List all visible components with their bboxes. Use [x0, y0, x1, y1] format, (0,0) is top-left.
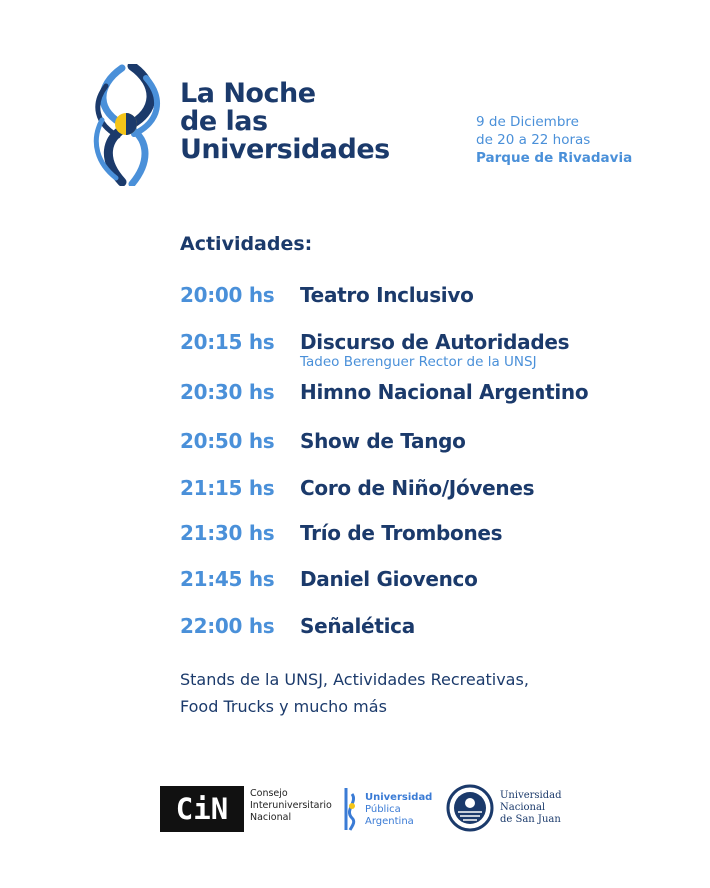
- schedule-activity: Trío de Trombones: [300, 521, 503, 545]
- unsj-name: [500, 790, 562, 826]
- unsj-line-2: Nacional: [500, 802, 546, 813]
- schedule-heading: Actividades:: [180, 233, 313, 255]
- event-date: 9 de Diciembre: [476, 114, 579, 130]
- title-line-2: de las: [180, 106, 268, 137]
- title-line-3: Universidades: [180, 134, 390, 165]
- noche-universidades-logo-icon: [88, 64, 166, 186]
- upa-logo-icon: [338, 786, 360, 832]
- cin-line-2: Interuniversitario: [250, 800, 332, 811]
- schedule-time: 21:45 hs: [180, 567, 275, 591]
- schedule-activity: Daniel Giovenco: [300, 567, 478, 591]
- unsj-line-1: Universidad: [500, 790, 562, 801]
- event-location: Parque de Rivadavia: [476, 150, 633, 166]
- unsj-seal-icon: [446, 784, 494, 832]
- cin-line-1: Consejo: [250, 788, 288, 799]
- cin-name: [250, 788, 332, 824]
- schedule-time: 22:00 hs: [180, 614, 275, 638]
- schedule-time: 20:50 hs: [180, 429, 275, 453]
- extra-line-2: Food Trucks y mucho más: [180, 697, 387, 716]
- schedule-activity: Coro de Niño/Jóvenes: [300, 476, 535, 500]
- schedule-time: 21:15 hs: [180, 476, 275, 500]
- footer-logos: [0, 780, 710, 840]
- schedule-detail: Tadeo Berenguer Rector de la UNSJ: [300, 354, 537, 370]
- event-title: [180, 80, 390, 164]
- schedule-time: 20:00 hs: [180, 283, 275, 307]
- schedule-time: 21:30 hs: [180, 521, 275, 545]
- cin-logo: CiN: [160, 786, 244, 832]
- event-hours: de 20 a 22 horas: [476, 132, 591, 148]
- cin-line-3: Nacional: [250, 812, 292, 823]
- upa-name: [365, 792, 432, 828]
- schedule-activity: Teatro Inclusivo: [300, 283, 474, 307]
- upa-line-1: Universidad: [365, 792, 433, 803]
- schedule-time: 20:30 hs: [180, 380, 275, 404]
- extra-activities: [180, 666, 529, 720]
- schedule-activity: Discurso de Autoridades: [300, 330, 570, 354]
- unsj-line-3: de San Juan: [500, 814, 561, 825]
- extra-line-1: Stands de la UNSJ, Actividades Recreativas,: [180, 670, 529, 689]
- schedule-activity: Himno Nacional Argentino: [300, 380, 589, 404]
- schedule-activity: Señalética: [300, 614, 415, 638]
- schedule-time: 20:15 hs: [180, 330, 275, 354]
- upa-line-3: Argentina: [365, 816, 414, 827]
- schedule-activity: Show de Tango: [300, 429, 466, 453]
- title-line-1: La Noche: [180, 78, 316, 109]
- upa-line-2: Pública: [365, 804, 401, 815]
- event-info: [476, 113, 632, 167]
